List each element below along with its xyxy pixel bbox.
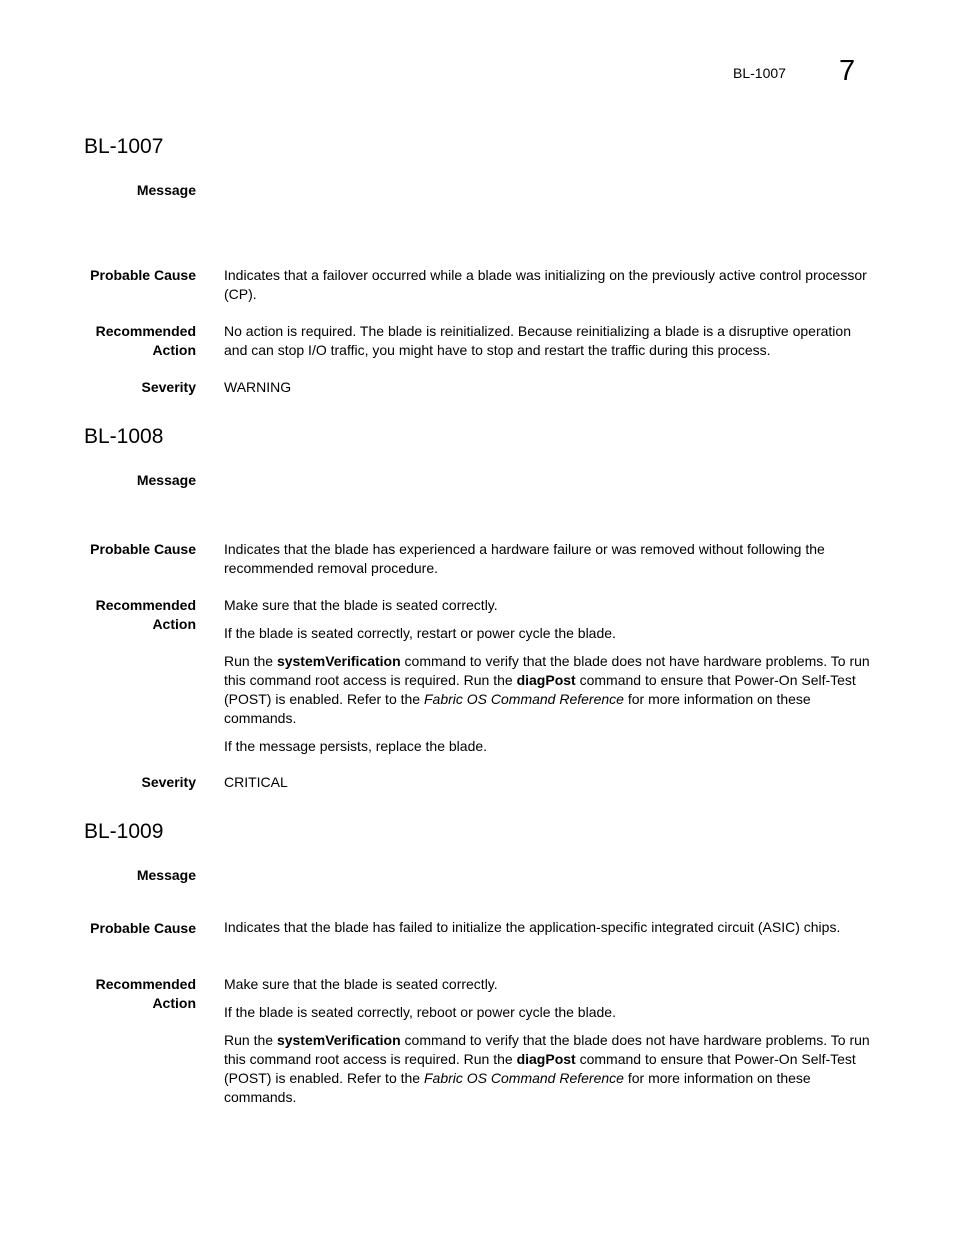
- text-run: command to ensure that Power-On Self-Test (POST) is enabled. Refer to the: [224, 672, 856, 707]
- entry-heading-bl-1007: BL-1007: [84, 135, 164, 158]
- probable-cause-text: [224, 266, 874, 304]
- text-run: Run the: [224, 653, 277, 669]
- recommended-label-line: Recommended: [95, 976, 196, 992]
- text-run: for more information on these commands.: [224, 691, 811, 726]
- recommended-action-label: [66, 975, 196, 1013]
- text-run: command to verify that the blade does not have hardware problems. To run this command root access is required. Run the: [224, 653, 870, 688]
- text-run: Run the: [224, 1032, 277, 1048]
- recommended-action-text: [224, 975, 874, 1107]
- recommended-action-label: [66, 322, 196, 360]
- probable-cause-label: Probable Cause: [90, 541, 196, 557]
- probable-cause-label: Probable Cause: [90, 267, 196, 283]
- chapter-number: 7: [839, 55, 856, 87]
- recommended-action-text: [224, 596, 874, 756]
- action-label-line: Action: [152, 342, 196, 358]
- severity-label: Severity: [141, 774, 196, 790]
- action-label-line: Action: [152, 616, 196, 632]
- severity-value: WARNING: [224, 379, 292, 395]
- action-paragraph: [224, 1031, 874, 1107]
- severity-label: Severity: [141, 379, 196, 395]
- severity-value: CRITICAL: [224, 774, 288, 790]
- action-paragraph: If the blade is seated correctly, reboot or power cycle the blade.: [224, 1004, 616, 1020]
- action-label-line: Action: [152, 995, 196, 1011]
- recommended-label-line: Recommended: [95, 597, 196, 613]
- action-paragraph: If the blade is seated correctly, restart or power cycle the blade.: [224, 625, 616, 641]
- probable-cause-text: [224, 540, 874, 578]
- message-label: Message: [136, 182, 196, 198]
- command-name: diagPost: [516, 672, 576, 688]
- action-paragraph: [224, 652, 874, 728]
- command-name: diagPost: [516, 1051, 576, 1067]
- action-paragraph: Make sure that the blade is seated correctly.: [224, 976, 498, 992]
- command-name: systemVerification: [276, 1032, 401, 1048]
- text-run: command to ensure that Power-On Self-Test (POST) is enabled. Refer to the: [224, 1051, 856, 1086]
- text-run: for more information on these commands.: [224, 1070, 811, 1105]
- recommended-action-text: [224, 322, 874, 360]
- recommended-label-line: Recommended: [95, 323, 196, 339]
- action-paragraph: If the message persists, replace the blade.: [224, 738, 488, 754]
- message-label: Message: [136, 867, 196, 883]
- action-paragraph: Make sure that the blade is seated correctly.: [224, 597, 498, 613]
- text-run: command to verify that the blade does not have hardware problems. To run this command root access is required. Run the: [224, 1032, 870, 1067]
- book-title: Fabric OS Command Reference: [423, 691, 624, 707]
- recommended-action-label: [66, 596, 196, 634]
- entry-heading-bl-1009: BL-1009: [84, 820, 164, 843]
- probable-cause-paragraph: Indicates that the blade has failed to initialize the application-specific integrated circuit (ASIC) chips.: [224, 919, 841, 935]
- book-title: Fabric OS Command Reference: [423, 1070, 624, 1086]
- message-label: Message: [136, 472, 196, 488]
- probable-cause-paragraph: Indicates that the blade has experienced a hardware failure or was removed without following the recommended removal procedure.: [224, 541, 825, 576]
- probable-cause-label: Probable Cause: [90, 920, 196, 936]
- action-paragraph: No action is required. The blade is reinitialized. Because reinitializing a blade is a disruptive operation and can stop I/O traffic, you might have to stop and restart the traffic during this process.: [224, 323, 851, 358]
- probable-cause-paragraph: Indicates that a failover occurred while a blade was initializing on the previously active control processor (CP).: [224, 267, 867, 302]
- running-header-title: BL-1007: [733, 65, 786, 81]
- command-name: systemVerification: [276, 653, 401, 669]
- probable-cause-text: [224, 918, 874, 937]
- entry-heading-bl-1008: BL-1008: [84, 425, 164, 448]
